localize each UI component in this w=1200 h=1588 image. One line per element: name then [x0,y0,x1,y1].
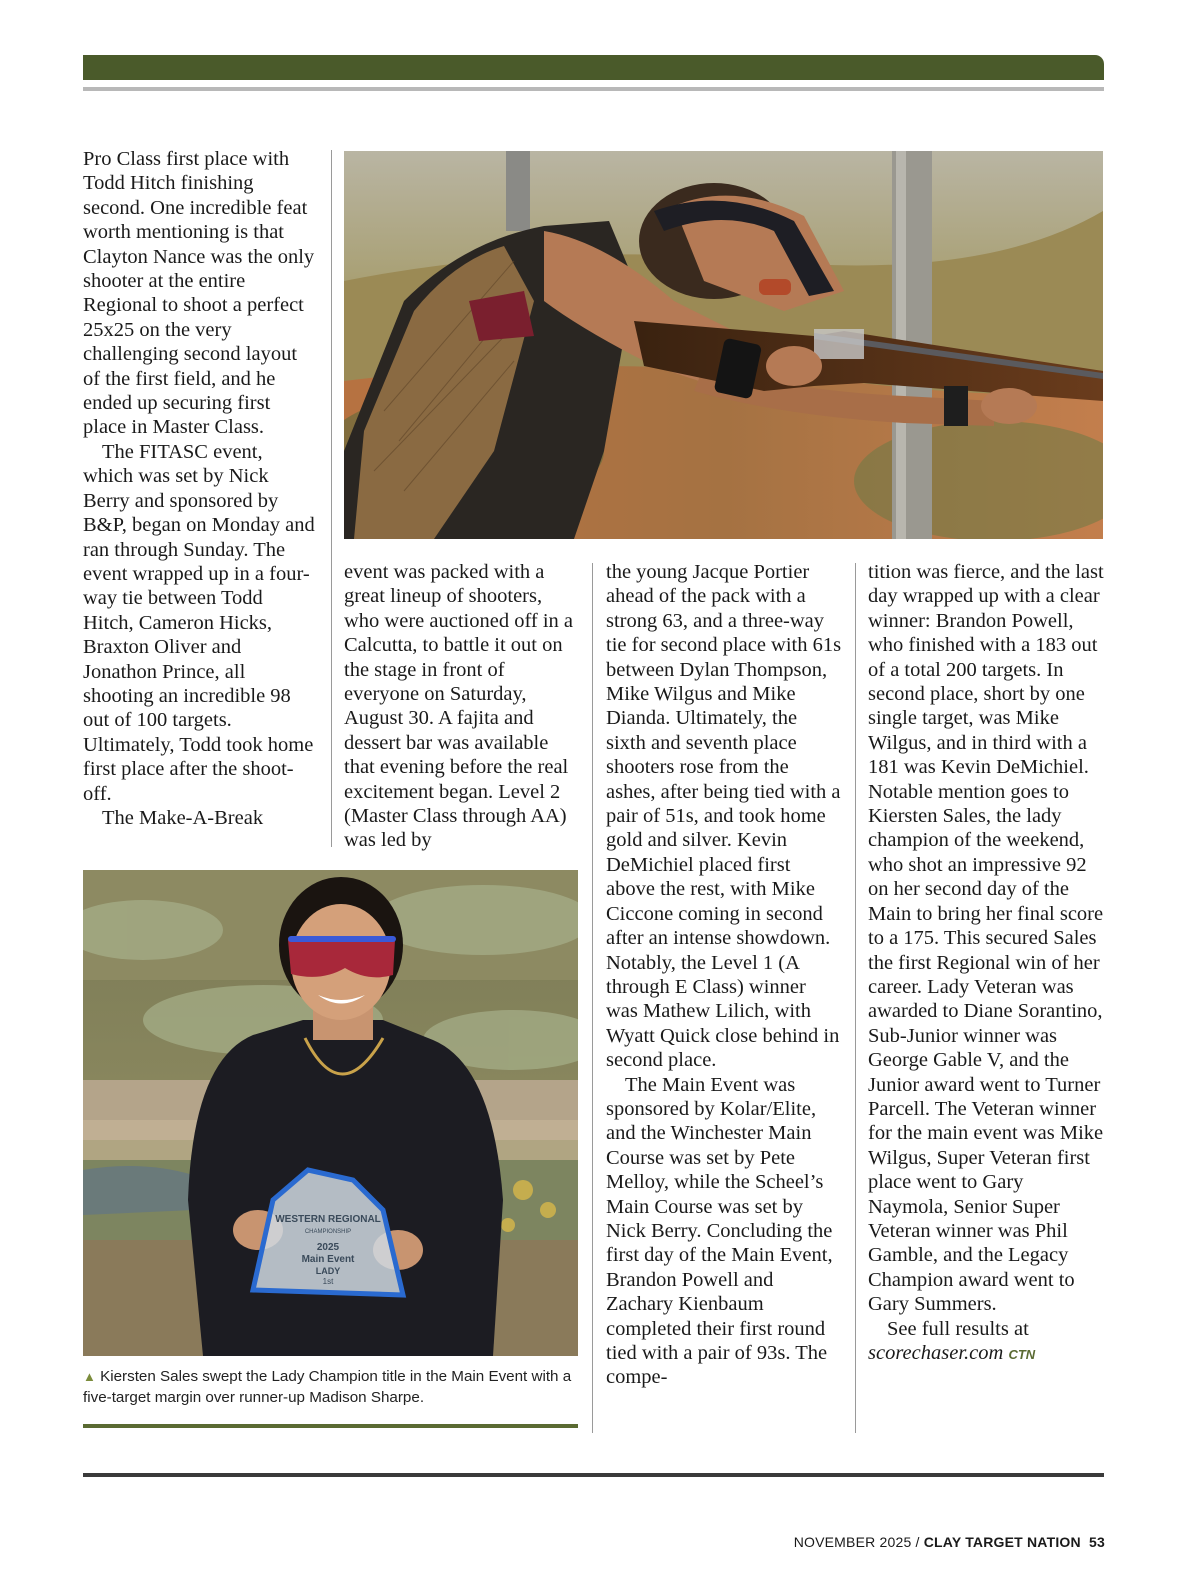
magazine-name: CLAY TARGET NATION [923,1534,1081,1550]
trophy-line-4: Main Event [301,1254,355,1265]
trophy-line-2: CHAMPIONSHIP [304,1229,352,1235]
paragraph: The Make-A-Break [102,806,264,829]
paragraph: The Main Event was sponsored by Kolar/Elite, and the Winchester Main Course was set by Pete Melloy, while the Scheel’s Main Course was set by Nick Berry. Concluding the first day of the Main Event, Brandon Powell and Zachary Kienbaum completed their first round tied with a pair of 93s. The compe- [606,1073,833,1389]
results-note: See full results at scorechaser.com CTN [868,1317,1036,1364]
header-rule [83,87,1104,91]
paragraph: Pro Class first place with Todd Hitch finishing second. One incredible feat worth mentioning is that Clayton Nance was the only shooter at the entire Regional to shoot a perfect 25x25 on the very challenging second layout of the first field, and he ended up securing first place in Master Class. [83,148,315,439]
caption-text: Kiersten Sales swept the Lady Champion title in the Main Event with a five-target margin over runner-up Madison Sharpe. [83,1368,572,1406]
article-column-1 [83,147,317,830]
paragraph: the young Jacque Portier ahead of the pack with a strong 63, and a three-way tie for second place with 61s between Dylan Thompson, Mike Wilgus and Mike Dianda. Ultimately, the sixth and seventh place shooters rose from the ashes, after being tied with a pair of 51s, and took home gold and silver. Kevin DeMichiel placed first above the rest, with Mike Ciccone coming in second after an intense showdown. Notably, the Level 1 (A through E Class) winner was Mathew Lilich, with Wyatt Quick close behind in second place. [606,561,842,1072]
article-column-2 [344,560,576,853]
paragraph: tition was fierce, and the last day wrapped up with a clear winner: Brandon Powell, who finished with a 183 out of a total 200 targets. In second place, short by one single target, was Mike Wilgus, and in third with a 181 was Kevin DeMichiel. Notable mention goes to Kiersten Sales, the lady champion of the weekend, who shot an impressive 92 on her second day of the Main to bring her final score to a 175. This secured Sales the first Regional win of her career. Lady Veteran was awarded to Diane Sorantino, Sub-Junior winner was George Gable V, and the Junior award went to Turner Parcell. The Veteran winner for the main event was Mike Wilgus, Super Veteran first place went to Gary Naymola, Senior Super Veteran winner was Phil Gamble, and the Legacy Champion award went to Gary Summers. [868,561,1104,1316]
folio-separator: / [911,1534,924,1550]
caption-marker-icon: ▲ [83,1369,96,1384]
lady-champion-photo [83,870,578,1356]
paragraph: event was packed with a great lineup of shooters, who were auctioned off in a Calcutta, to battle it out on the stage in front of everyone on Saturday, August 30. A fajita and dessert bar was available that evening before the real excitement began. Level 2 (Master Class through AA) was led by [344,561,574,852]
photo-caption [83,1366,578,1408]
trophy-line-3: 2025 [316,1242,340,1253]
results-link[interactable]: scorechaser.com [868,1342,1004,1364]
caption-rule [83,1424,578,1428]
page-number: 53 [1089,1534,1105,1550]
column-divider-3 [855,563,856,1433]
trophy-line-6: 1st [322,1277,334,1286]
shooter-aiming-photo [344,151,1103,539]
trophy-line-1: WESTERN REGIONAL [275,1214,381,1225]
paragraph: The FITASC event, which was set by Nick Berry and sponsored by B&P, began on Monday and ran through Sunday. The event wrapped up in a four-way tie between Todd Hitch, Cameron Hicks, Braxton Oliver and Jonathon Prince, all shooting an incredible 98 out of 100 targets. Ultimately, Todd took home first place after the shoot-off. [83,440,315,805]
column-divider-1 [331,150,332,847]
issue-date: NOVEMBER 2025 [793,1534,912,1550]
ctn-end-mark: CTN [1008,1347,1036,1362]
trophy-line-5: LADY [315,1266,341,1276]
page-folio [794,1534,1105,1550]
column-divider-2 [592,563,593,1433]
article-column-4 [868,560,1104,1367]
article-column-3 [606,560,842,1390]
header-bar [83,55,1104,80]
footer-rule [83,1473,1104,1477]
